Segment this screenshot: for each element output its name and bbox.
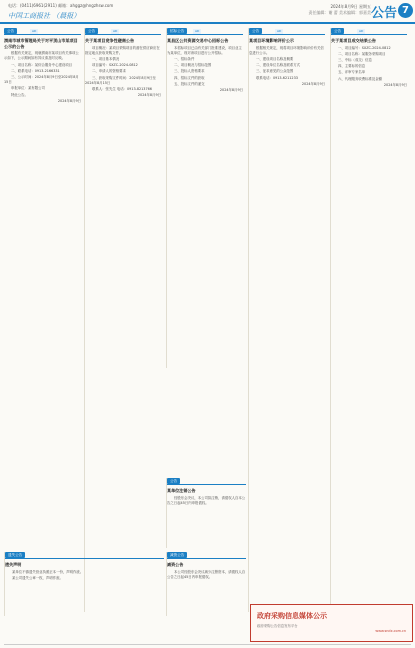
notice-title: 遗失声明 — [5, 562, 22, 567]
page-number-badge: 7 — [398, 3, 413, 18]
notice-title: 减资公告 — [167, 562, 184, 567]
notice-paragraph: 联系电话：0913-6211233 — [256, 75, 298, 80]
bottom-notice-lost — [4, 552, 164, 616]
notice-paragraph: 某公司遗失公章一枚，声明作废。 — [12, 575, 63, 580]
column-tag: 减资公告 — [167, 552, 187, 558]
column-tag: 遗失公告 — [5, 552, 25, 558]
notice-paragraph: 二、项目名称：某服务采购项目 — [338, 51, 386, 56]
column-tag-row — [5, 552, 164, 559]
notice-title: 渭南市城市管理局关于对平顶山市某项目公示的公告 — [4, 38, 78, 49]
notice-signature: 2024年8月9日 — [57, 98, 81, 103]
notice-signature: 2024年8月9日 — [219, 88, 243, 93]
notice-title: 某项目环境影响评价公示 — [249, 38, 295, 43]
notice-title: 关于某项目成交结果公告 — [331, 38, 377, 43]
notice-paragraph: 根据相关规定，现将项目环境影响评价有关信息进行公示。 — [249, 45, 324, 55]
notice-paragraph: 二、申请人的资格要求 — [92, 69, 126, 74]
notice-paragraph: 联系人：张先生 电话：0913-8213766 — [92, 87, 152, 92]
notice-paragraph: 某单位不慎遗失营业执照正本一份，声明作废。 — [12, 569, 84, 574]
notice-paragraph: 五、评审专家名单 — [338, 70, 366, 75]
section-title: 公告 — [370, 6, 397, 21]
notice-paragraph: 四、主要标的信息 — [338, 64, 366, 69]
notice-paragraph: 二、建设单位名称及联系方式 — [256, 63, 301, 68]
column-tag-row — [4, 28, 81, 35]
notice-paragraph: 一、招标条件 — [174, 57, 195, 61]
column-tag: 公告 — [167, 478, 180, 484]
gov-banner-title: 政府采购信息媒体公示 — [257, 612, 327, 620]
column-tag: 公告 — [331, 28, 344, 34]
notice-paragraph: 本招标项目已由有关部门批准建设，项目业主为某单位，现对该项目进行公开招标。 — [167, 45, 242, 55]
notice-paragraph: 一、项目名称：某综合服务中心建设项目 — [11, 62, 73, 67]
notice-paragraph: 本公司经股东会决议减少注册资本，请债权人自公告之日起45日内申报债权。 — [167, 569, 246, 579]
bottom-notice-deregister — [166, 478, 246, 548]
notice-title: 某单位注销公告 — [167, 488, 196, 493]
masthead-contact: 电话：(0411)6961(2911) 邮箱：ahggz@hngzhsw.com — [8, 3, 114, 8]
notice-paragraph: 项目概况：某项目采购项目的潜在供应商应在指定地点获取采购文件。 — [85, 45, 160, 55]
column-tag-row — [167, 478, 246, 485]
notice-signature: 2024年8月9日 — [137, 93, 161, 98]
masthead-date: 2024年8月9日 星期五 — [330, 4, 371, 9]
notice-paragraph: 三、获取采购文件时间：2024年8月9日至2024年8月15日 — [85, 75, 156, 85]
notice-paragraph: 项目编号：SXZC-2024-0812 — [92, 63, 138, 68]
column-tag-row — [167, 28, 243, 35]
notice-paragraph: 根据有关规定，现就渭南市某项目有关事项公示如下，公示期间如有异议请及时反映。 — [4, 51, 79, 61]
notice-signature: 2024年8月9日 — [383, 82, 407, 87]
column-4 — [248, 28, 325, 612]
notice-paragraph: 六、代理服务收费标准及金额 — [338, 76, 383, 81]
column-tag-en: AD — [32, 29, 37, 33]
notice-signature: 2024年8月9日 — [301, 81, 325, 86]
masthead — [0, 0, 415, 24]
column-tag-en: AD — [113, 29, 118, 33]
notice-paragraph: 四、招标文件的获取 — [174, 75, 205, 80]
gov-banner-subtitle: 政府采购公告信息发布平台 — [257, 624, 298, 628]
notice-paragraph: 三、中标（成交）信息 — [338, 58, 372, 62]
column-tag-row — [167, 552, 246, 559]
masthead-editors: 责任编辑：谢 蕾 美术编辑：郭嘉美 — [308, 10, 371, 15]
column-tag: 公告 — [249, 28, 262, 34]
notice-paragraph: 一、项目编号：SXZC-2024-0812 — [338, 45, 391, 50]
column-tag-en: AD — [359, 29, 364, 33]
notice-paragraph: 经股东会决议，本公司拟注销，请债权人自本公告之日起45日内申报债权。 — [167, 495, 246, 505]
bottom-notice-capital — [166, 552, 246, 616]
column-tag-en: AD — [277, 29, 282, 33]
column-3 — [166, 28, 243, 368]
notice-paragraph: 申报单位：某有限公司 — [11, 86, 45, 91]
notice-paragraph: 一、项目基本情况 — [92, 57, 120, 61]
column-2 — [84, 28, 161, 612]
gov-procurement-banner — [250, 604, 413, 642]
notice-title: 关于某项目竞争性磋商公告 — [85, 38, 135, 43]
column-5 — [330, 28, 407, 612]
column-tag-row — [249, 28, 325, 35]
column-tag: 招标公告 — [167, 28, 187, 34]
notice-paragraph: 三、征求意见的公众范围 — [256, 69, 294, 74]
gov-banner-site: www.sndx.com.cn — [375, 629, 406, 633]
column-1 — [4, 28, 81, 478]
notice-paragraph: 二、联系电话：0913-2166331 — [11, 68, 60, 73]
column-tag-row — [331, 28, 407, 35]
notice-paragraph: 三、公示时间：2024年8月9日至2024年8月15日 — [4, 75, 79, 85]
column-tag-row — [85, 28, 161, 35]
notice-paragraph: 二、项目概况与招标范围 — [174, 63, 212, 68]
column-tag: 公告 — [85, 28, 98, 34]
notice-paragraph: 一、建设项目名称及概要 — [256, 57, 294, 61]
notice-paragraph: 特此公告。 — [11, 92, 28, 97]
masthead-brand: 中国工商报社 （晨报） — [8, 12, 81, 20]
notice-paragraph: 三、投标人资格要求 — [174, 69, 205, 74]
column-tag-en: AD — [195, 29, 200, 33]
notice-paragraph: 五、投标文件的递交 — [174, 81, 205, 86]
footer-divider — [4, 644, 411, 645]
notice-title: 某县区公共资源交易中心招标公告 — [167, 38, 229, 43]
column-tag: 公告 — [4, 28, 17, 34]
